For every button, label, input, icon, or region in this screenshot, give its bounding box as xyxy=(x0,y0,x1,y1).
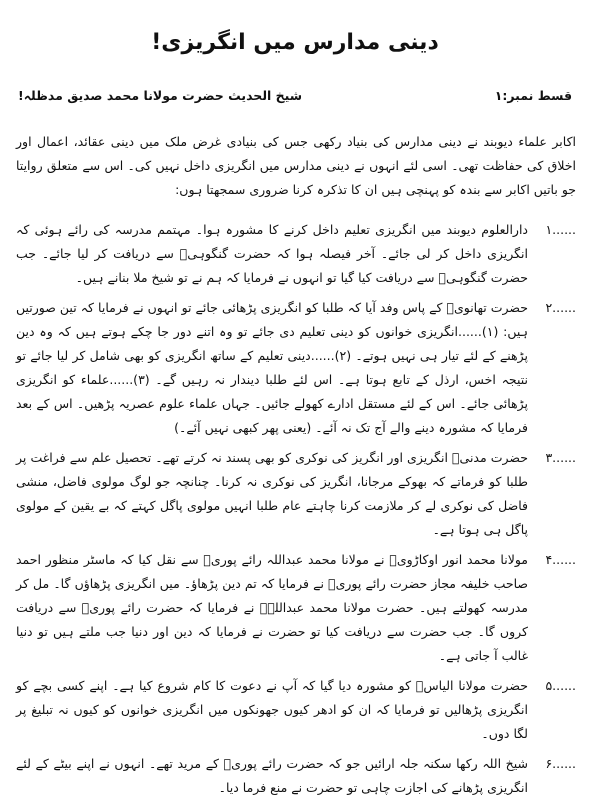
item-number: ۵...... xyxy=(545,678,576,693)
item-text: مولانا محمد انور اوکاڑویؒ نے مولانا محمد عبداللہ رائے پوریؒ سے نقل کیا کہ ماسٹر منظور احمد صاحب خلیفہ مجاز حضرت رائے پوریؒ نے فرمایا کہ تم دین پڑھاؤ۔ میں انگریزی پڑھاؤں گا۔ مل کر مدرسہ کھولتے ہیں۔ حضرت مولانا محمد عبداللہؒ نے فرمایا کہ حضرت رائے پوریؒ سے دریافت کروں گا۔ جب حضرت سے دریافت کیا تو حضرت نے فرمایا کہ دین اور دنیا جب ملتے ہیں تو دنیا غالب آ جاتی ہے۔ xyxy=(16,552,528,663)
list-item xyxy=(16,548,576,668)
list-item xyxy=(16,752,576,800)
item-text: حضرت مدنیؒ انگریزی اور انگریز کی نوکری کو بھی پسند نہ کرتے تھے۔ تحصیل علم سے فراغت پر طلبا کو فرماتے کہ بھوکے مرجانا، انگریز کی نوکری نہ کرنا۔ چنانچہ جو لوگ مولوی فاضل، منشی فاضل کی نوکری لے کر ملازمت کرنا چاہتے عام طلبا انہیں مولوی پاگل کہتے کہ بے یقین کے مولوی پاگل ہی ہوتا ہے۔ xyxy=(16,450,528,537)
list-item xyxy=(16,218,576,290)
item-number: ۳...... xyxy=(545,450,576,465)
item-text: دارالعلوم دیوبند میں انگریزی تعلیم داخل کرنے کا مشورہ ہوا۔ مہتمم مدرسہ کی رائے ہوئی کہ انگریزی داخل کر لی جائے۔ آخر فیصلہ ہوا کہ حضرت گنگوہیؒ سے دریافت کر لیا جائے۔ جب حضرت گنگوہیؒ سے دریافت کیا گیا تو انہوں نے فرمایا کہ ہم نے تو شیخ ملا بنانے ہیں۔ xyxy=(16,222,528,285)
list-item xyxy=(16,296,576,440)
item-number: ۲...... xyxy=(545,300,576,315)
author-line: شیخ الحدیث حضرت مولانا محمد صدیق مدظلہ! xyxy=(18,88,303,103)
item-text: حضرت مولانا الیاسؒ کو مشورہ دیا گیا کہ آپ نے دعوت کا کام شروع کیا ہے۔ اپنے کسی بچے کو انگریزی پڑھالیں تو فرمایا کہ ان کو ادھر کیوں جھونکوں میں انگریزی خوانوں کو کیوں نہ تبلیغ پر لگا دوں۔ xyxy=(16,678,528,741)
item-text: حضرت تھانویؒ کے پاس وفد آیا کہ طلبا کو انگریزی پڑھائی جائے تو انہوں نے فرمایا کہ تین صورتیں ہیں: (۱)......انگریزی خوانوں کو دینی تعلیم دی جائے تو وہ اتنے دور جا چکے ہوتے ہیں کہ وہ دین پڑھنے کے لئے تیار ہی نہیں ہوتے۔ (۲)......دینی تعلیم کے ساتھ انگریزی کو بھی شامل کر لیا جائے تو نتیجہ اخس، ارذل کے تابع ہوتا ہے۔ اس لئے طلبا دیندار نہ رہیں گے۔ (۳)......علماء کو انگریزی پڑھائی جائے۔ اس کے لئے مستقل ادارے کھولے جائیں۔ جہاں علماء علوم عصریہ پڑھیں۔ اس کے بعد فرمایا کہ مشورہ دینے والے آج تک نہ آئے۔ (یعنی پھر کبھی نہیں آئے۔) xyxy=(16,300,528,435)
article-title: دینی مدارس میں انگریزی! xyxy=(151,30,439,55)
list-item xyxy=(16,674,576,746)
numbered-list xyxy=(16,218,576,806)
item-number: ۴...... xyxy=(545,552,576,567)
series-label: قسط نمبر:۱ xyxy=(494,88,572,103)
list-item xyxy=(16,446,576,542)
article-meta xyxy=(18,88,572,108)
item-text: شیخ اللہ رکھا سکنہ جلہ ارائیں جو کہ حضرت رائے پوریؒ کے مرید تھے۔ انہوں نے اپنے بیٹے کے لئے انگریزی پڑھانے کی اجازت چاہی تو حضرت نے منع فرما دیا۔ xyxy=(16,756,528,795)
intro-paragraph: اکابر علماء دیوبند نے دینی مدارس کی بنیاد رکھی جس کی بنیادی غرض ملک میں دینی عقائد، اعمال اور اخلاق کی حفاظت تھی۔ اسی لئے انہوں نے دینی مدارس میں انگریزی داخل نہیں کی۔ اس سے متعلق روایتا جو باتیں اکابر سے بندہ کو پہنچی ہیں ان کا تذکرہ کرنا ضروری سمجھتا ہوں: xyxy=(16,134,576,197)
item-number: ۶...... xyxy=(545,756,576,771)
item-number: ۱...... xyxy=(545,222,576,237)
